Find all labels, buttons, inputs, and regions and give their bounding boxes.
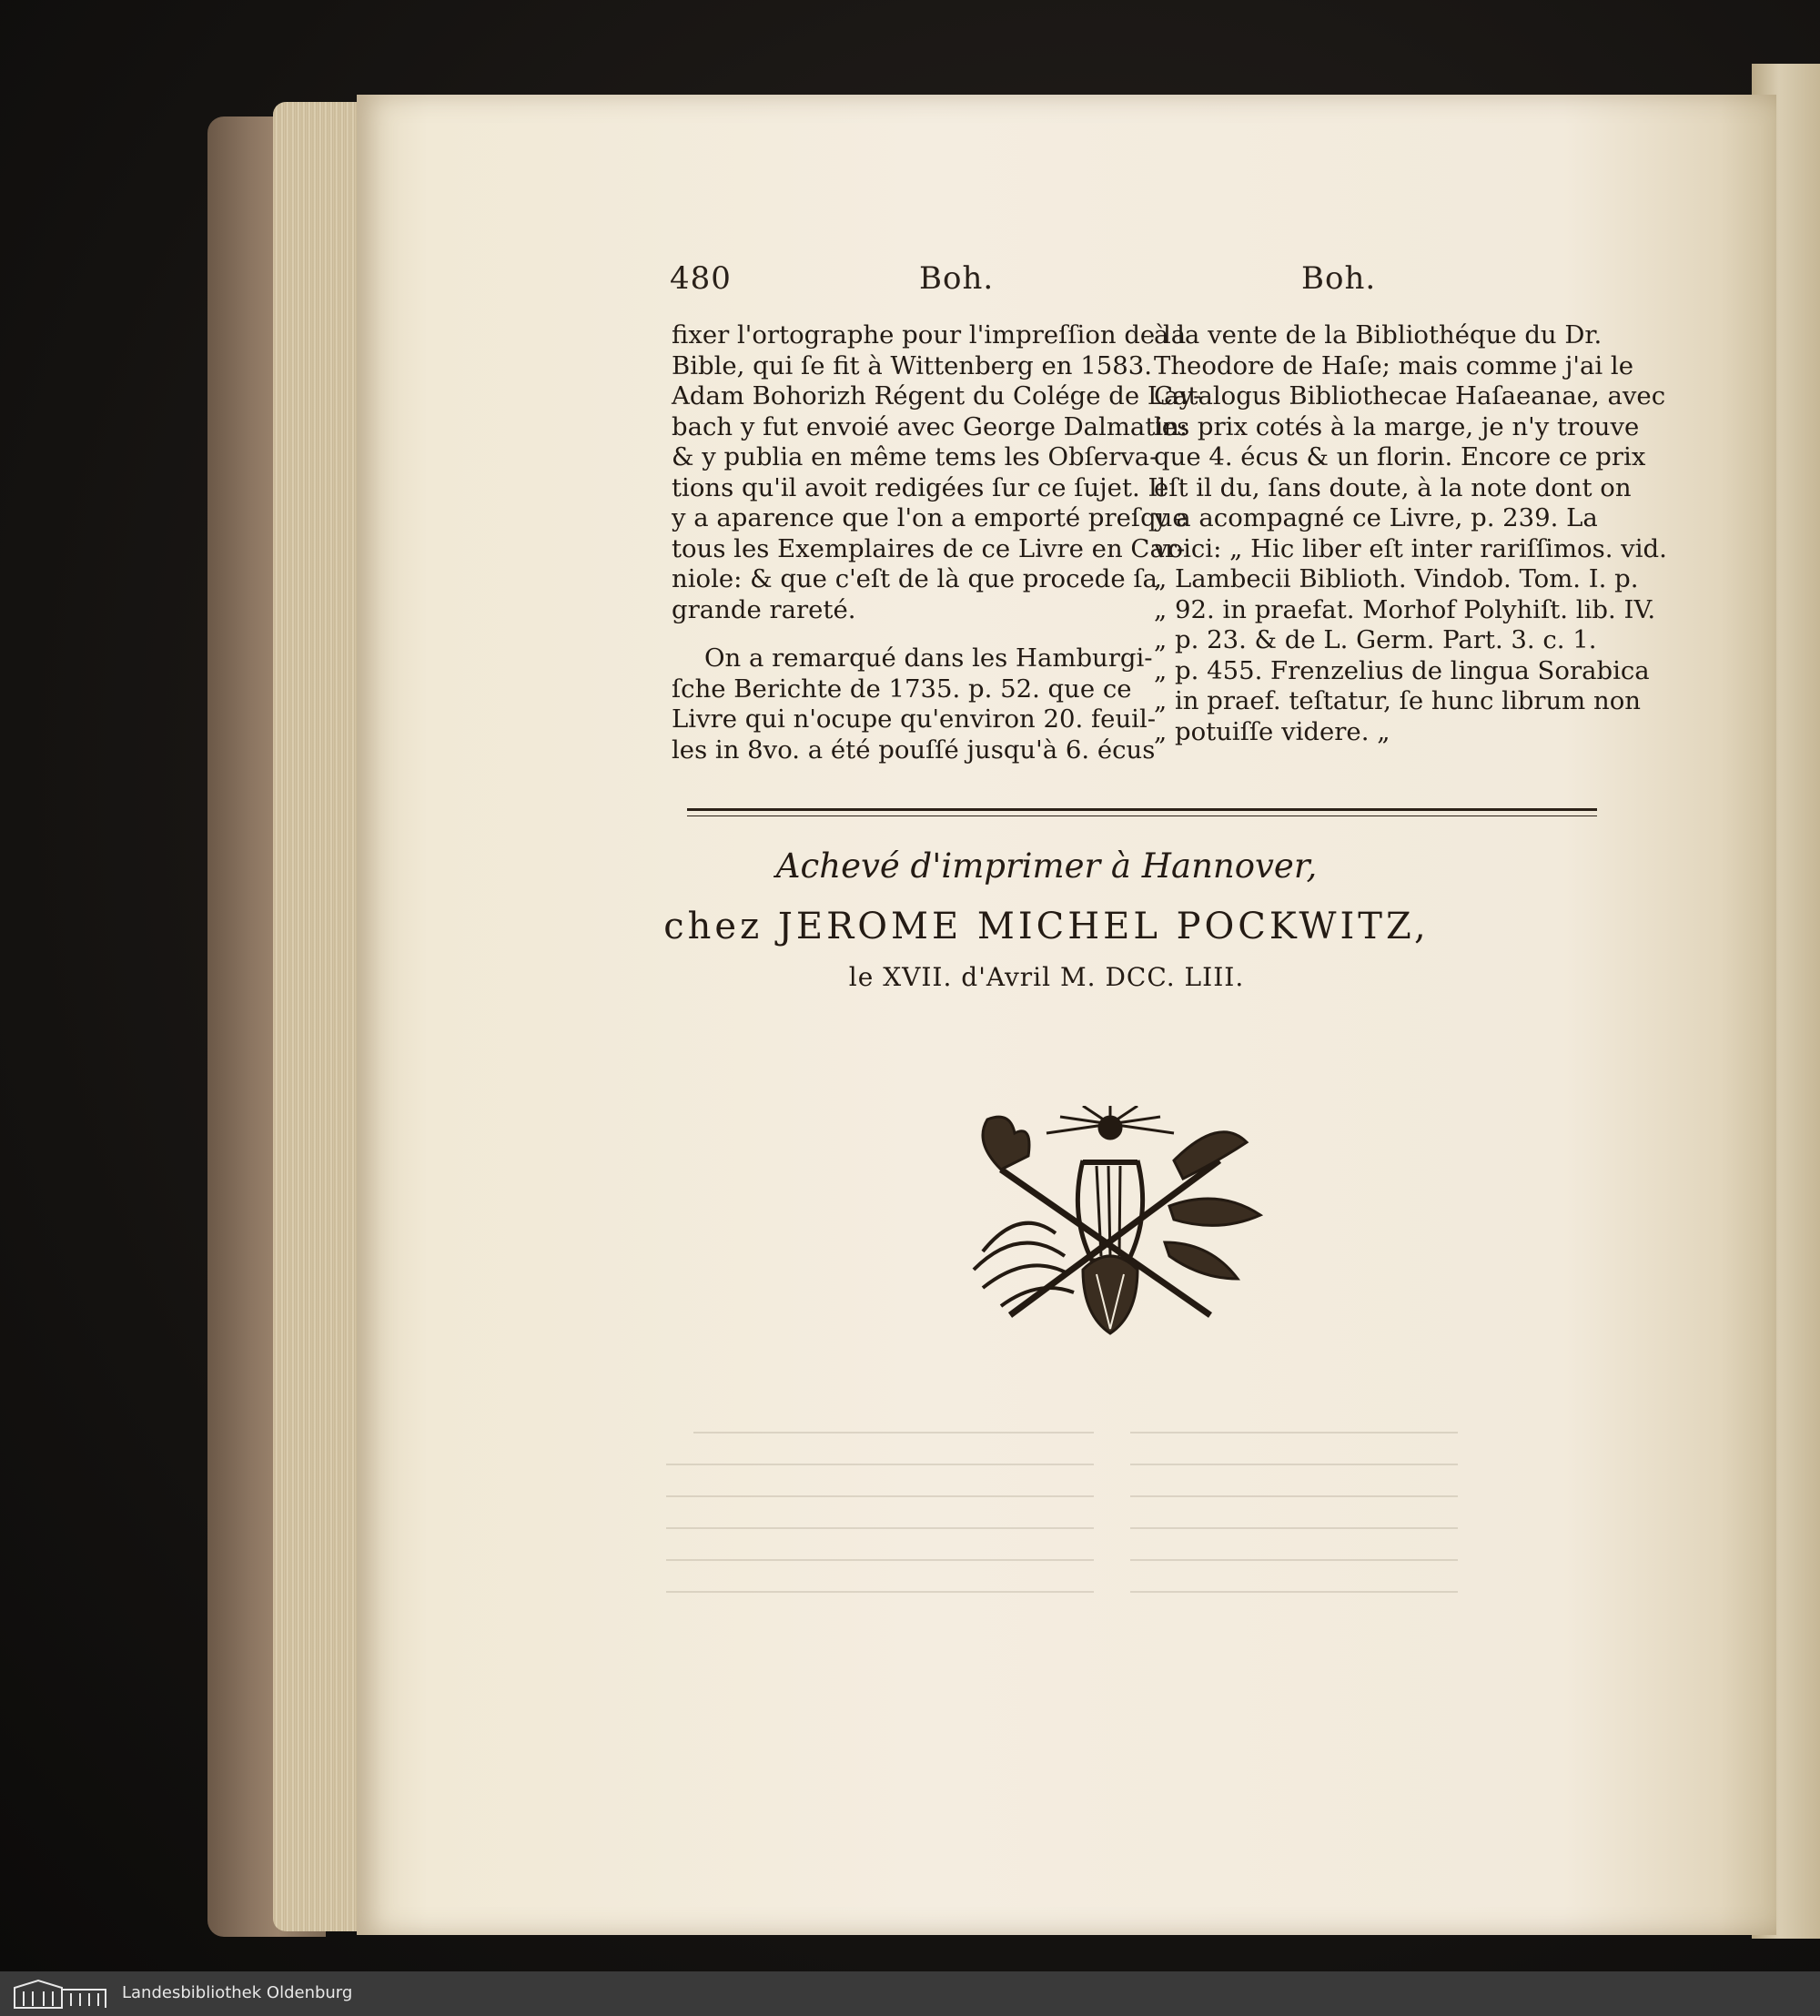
right-column <box>1154 320 1667 747</box>
text-line: voici: „ Hic liber eſt inter rariſſimos. vid. <box>1154 533 1667 563</box>
text-line: Adam Bohorizh Régent du Colége de Lay- <box>672 381 1202 410</box>
text-line: fixer l'ortographe pour l'impreſſion de la <box>672 320 1187 350</box>
left-column <box>672 320 1202 765</box>
text-line: „ in praef. teſtatur, ſe hunc librum non <box>1154 686 1641 715</box>
text-line: les in 8vo. a été pouſſé jusqu'à 6. écus <box>672 734 1156 765</box>
left-paragraph-2 <box>672 643 1157 765</box>
text-line: „ p. 455. Frenzelius de lingua Sorabica <box>1154 655 1650 685</box>
text-line: „ p. 23. & de L. Germ. Part. 3. c. 1. <box>1154 625 1597 654</box>
bleed-through-texture <box>657 1414 1476 1651</box>
text-line: bach y fut envoié avec George Dalmatin: <box>672 411 1188 441</box>
text-line: & y publia en même tems les Obſerva- <box>672 442 1158 471</box>
text-line: niole: & que c'eſt de là que procede ſa <box>672 564 1158 593</box>
text-line: les prix cotés à la marge, je n'y trouve <box>1154 411 1640 441</box>
page-number: 480 <box>670 260 732 297</box>
text-line: tous les Exemplaires de ce Livre en Car- <box>672 533 1186 563</box>
text-line: Theodore de Haſe; mais comme j'ai le <box>1154 350 1633 380</box>
imprint-date: le XVII. d'Avril M. DCC. LIII. <box>848 962 1245 992</box>
text-line: à la vente de la Bibliothéque du Dr. <box>1154 320 1603 350</box>
running-head-right: Boh. <box>1301 260 1377 297</box>
text-line: tions qu'il avoit redigées ſur ce ſujet. Il <box>672 472 1167 502</box>
text-line: y a aparence que l'on a emporté preſque <box>672 503 1188 532</box>
text-line: „ potuiſſe videre. „ <box>1154 716 1390 746</box>
left-paragraph-1 <box>672 320 1202 625</box>
text-line: On a remarqué dans les Hamburgi- <box>704 643 1153 673</box>
text-line: y a acompagné ce Livre, p. 239. La <box>1154 503 1598 532</box>
imprint-line-2: chez JEROME MICHEL POCKWITZ, <box>663 906 1430 947</box>
imprint-line-1: Achevé d'imprimer à Hannover, <box>775 846 1318 886</box>
text-line: „ Lambecii Biblioth. Vindob. Tom. I. p. <box>1154 564 1639 593</box>
text-line: Catalogus Bibliothecae Haſaeanae, avec <box>1154 381 1666 410</box>
printers-ornament-icon <box>946 1106 1274 1370</box>
text-line: „ 92. in praefat. Morhof Polyhiſt. lib. IV. <box>1154 594 1656 624</box>
section-rule <box>687 808 1597 811</box>
text-line: que 4. écus & un florin. Encore ce prix <box>1154 442 1646 471</box>
text-line: Livre qui n'ocupe qu'environ 20. feuil- <box>672 704 1157 734</box>
running-head-left: Boh. <box>919 260 995 297</box>
text-line: grande rareté. <box>672 594 856 624</box>
text-line: ſche Berichte de 1735. p. 52. que ce <box>672 674 1132 704</box>
footer-bar <box>0 1971 1820 2016</box>
bleed-through <box>657 1414 1476 1651</box>
library-building-icon <box>11 1977 111 2010</box>
text-line: Bible, qui ſe fit à Wittenberg en 1583. <box>672 350 1152 380</box>
right-paragraph <box>1154 320 1667 747</box>
library-name: Landesbibliothek Oldenburg <box>122 1983 353 2002</box>
text-line: eſt il du, ſans doute, à la note dont on <box>1154 472 1632 502</box>
